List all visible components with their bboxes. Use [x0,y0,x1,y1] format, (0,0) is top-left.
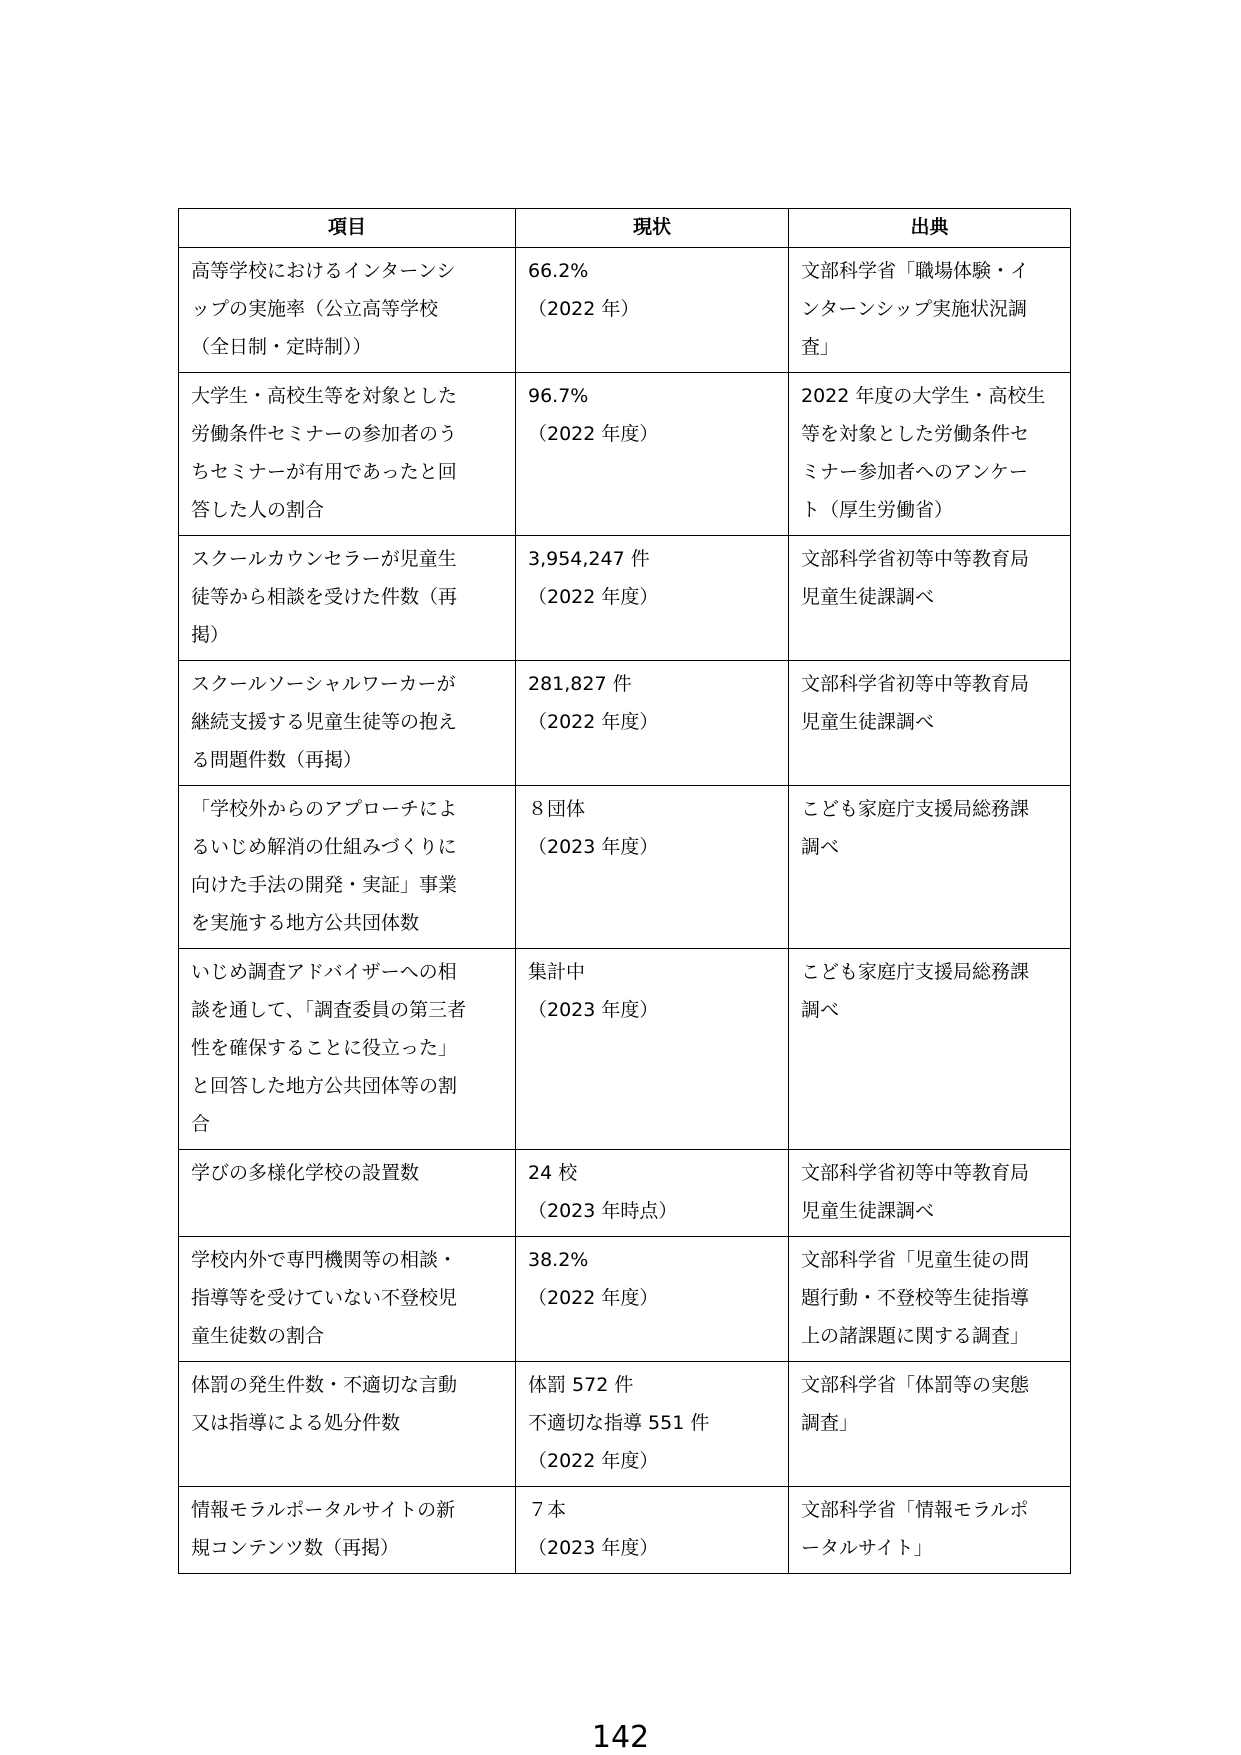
cell-text-line: 談を通して、「調査委員の第三者 [191,999,467,1021]
cell-text-line: 文部科学省「職場体験・イ [801,260,1030,282]
item-cell [179,1362,516,1487]
cell-text-line: 38.2% [528,1249,589,1271]
cell-text-line: 文部科学省初等中等教育局 [801,1162,1030,1184]
source-cell [789,373,1071,536]
item-cell [179,1150,516,1237]
source-cell [789,248,1071,373]
page-number: 142 [591,1720,650,1755]
cell-text-line: 答した人の割合 [191,499,325,521]
cell-text-line: （2022 年度） [528,711,659,733]
cell-text-line: 96.7% [528,385,589,407]
header-source: 出典 [789,209,1071,248]
cell-text-line: 児童生徒課調べ [801,1200,935,1222]
status-cell [516,1150,789,1237]
cell-text-line: 66.2% [528,260,589,282]
cell-text-line: 大学生・高校生等を対象とした [191,385,458,407]
status-cell [516,661,789,786]
source-cell [789,1362,1071,1487]
header-status: 現状 [516,209,789,248]
cell-text-line: ップの実施率（公立高等学校 [191,298,439,320]
cell-text-line: 文部科学省「体罰等の実態 [801,1374,1030,1396]
cell-text-line: ８団体 [528,798,586,820]
cell-text-line: （2023 年時点） [528,1200,678,1222]
cell-text-line: ンターンシップ実施状況調 [801,298,1028,320]
cell-text-line: 不適切な指導 551 件 [528,1412,710,1434]
cell-text-line: 体罰 572 件 [528,1374,634,1396]
item-cell [179,373,516,536]
status-cell [516,1362,789,1487]
table-row [179,373,1071,536]
status-cell [516,1487,789,1574]
cell-text-line: 掲） [191,624,230,646]
cell-text-line: 合 [191,1113,211,1135]
cell-text-line: 向けた手法の開発・実証」事業 [191,874,458,896]
cell-text-line: こども家庭庁支援局総務課 [801,798,1030,820]
cell-text-line: 継続支援する児童生徒等の抱え [191,711,458,733]
table-header [179,209,1071,248]
item-cell [179,786,516,949]
cell-text-line: 24 校 [528,1162,578,1184]
cell-text-line: 査」 [801,336,840,358]
cell-text-line: 等を対象とした労働条件セ [801,423,1030,445]
status-cell [516,536,789,661]
cell-text-line: 指導等を受けていない不登校児 [191,1287,458,1309]
cell-text-line: スクールソーシャルワーカーが [191,673,456,695]
cell-text-line: 文部科学省「情報モラルポ [801,1499,1029,1521]
status-cell [516,786,789,949]
cell-text-line: 文部科学省初等中等教育局 [801,673,1030,695]
cell-text-line: 学びの多様化学校の設置数 [191,1162,420,1184]
cell-text-line: 童生徒数の割合 [191,1325,325,1347]
source-cell [789,1487,1071,1574]
table-row [179,949,1071,1150]
cell-text-line: 徒等から相談を受けた件数（再 [191,586,458,608]
table-row [179,661,1071,786]
cell-text-line: 労働条件セミナーの参加者のう [191,423,458,445]
cell-text-line: （2022 年度） [528,586,659,608]
cell-text-line: る問題件数（再掲） [191,749,363,771]
table-row [179,1237,1071,1362]
cell-text-line: 調べ [801,836,840,858]
item-cell [179,661,516,786]
cell-text-line: と回答した地方公共団体等の割 [191,1075,458,1097]
cell-text-line: 規コンテンツ数（再掲） [191,1537,400,1559]
status-cell [516,949,789,1150]
item-cell [179,536,516,661]
header-item: 項目 [179,209,516,248]
cell-text-line: （2022 年度） [528,423,659,445]
item-cell [179,248,516,373]
cell-text-line: 集計中 [528,961,586,983]
cell-text-line: ト（厚生労働省） [801,499,954,521]
cell-text-line: 題行動・不登校等生徒指導 [801,1287,1030,1309]
cell-text-line: 調査」 [801,1412,859,1434]
cell-text-line: （2022 年） [528,298,640,320]
source-cell [789,1237,1071,1362]
cell-text-line: を実施する地方公共団体数 [191,912,420,934]
cell-text-line: 文部科学省「児童生徒の問 [801,1249,1030,1271]
cell-text-line: ータルサイト」 [801,1537,933,1559]
source-cell [789,1150,1071,1237]
item-cell [179,1487,516,1574]
item-cell [179,1237,516,1362]
table-row [179,536,1071,661]
cell-text-line: スクールカウンセラーが児童生 [191,548,457,570]
cell-text-line: ７本 [528,1499,567,1521]
source-cell [789,661,1071,786]
cell-text-line: （2023 年度） [528,999,659,1021]
cell-text-line: 上の諸課題に関する調査」 [801,1325,1030,1347]
cell-text-line: 2022 年度の大学生・高校生 [801,385,1046,407]
cell-text-line: ミナー参加者へのアンケー [801,461,1028,483]
cell-text-line: 3,954,247 件 [528,548,650,570]
cell-text-line: 調べ [801,999,840,1021]
cell-text-line: （2023 年度） [528,1537,659,1559]
cell-text-line: るいじめ解消の仕組みづくりに [191,836,457,858]
cell-text-line: 又は指導による処分件数 [191,1412,401,1434]
source-cell [789,536,1071,661]
cell-text-line: 高等学校におけるインターンシ [191,260,456,282]
table-row [179,1362,1071,1487]
header-row [179,209,1071,248]
status-cell [516,373,789,536]
cell-text-line: （2022 年度） [528,1287,659,1309]
table-row [179,248,1071,373]
cell-text-line: （2022 年度） [528,1450,659,1472]
table-row [179,1150,1071,1237]
cell-text-line: （全日制・定時制）） [191,336,372,358]
table-body [179,248,1071,1574]
cell-text-line: 281,827 件 [528,673,632,695]
cell-text-line: 文部科学省初等中等教育局 [801,548,1030,570]
data-table [178,208,1071,1574]
table-row [179,786,1071,949]
table-row [179,1487,1071,1574]
cell-text-line: （2023 年度） [528,836,659,858]
cell-text-line: こども家庭庁支援局総務課 [801,961,1030,983]
source-cell [789,949,1071,1150]
status-cell [516,1237,789,1362]
cell-text-line: いじめ調査アドバイザーへの相 [191,961,457,983]
cell-text-line: 「学校外からのアプローチによ [191,798,458,820]
cell-text-line: 性を確保することに役立った」 [191,1037,458,1059]
status-cell [516,248,789,373]
cell-text-line: ちセミナーが有用であったと回 [191,461,457,483]
source-cell [789,786,1071,949]
item-cell [179,949,516,1150]
cell-text-line: 情報モラルポータルサイトの新 [191,1499,456,1521]
cell-text-line: 児童生徒課調べ [801,711,935,733]
cell-text-line: 児童生徒課調べ [801,586,935,608]
cell-text-line: 学校内外で専門機関等の相談・ [191,1249,458,1271]
cell-text-line: 体罰の発生件数・不適切な言動 [191,1374,458,1396]
